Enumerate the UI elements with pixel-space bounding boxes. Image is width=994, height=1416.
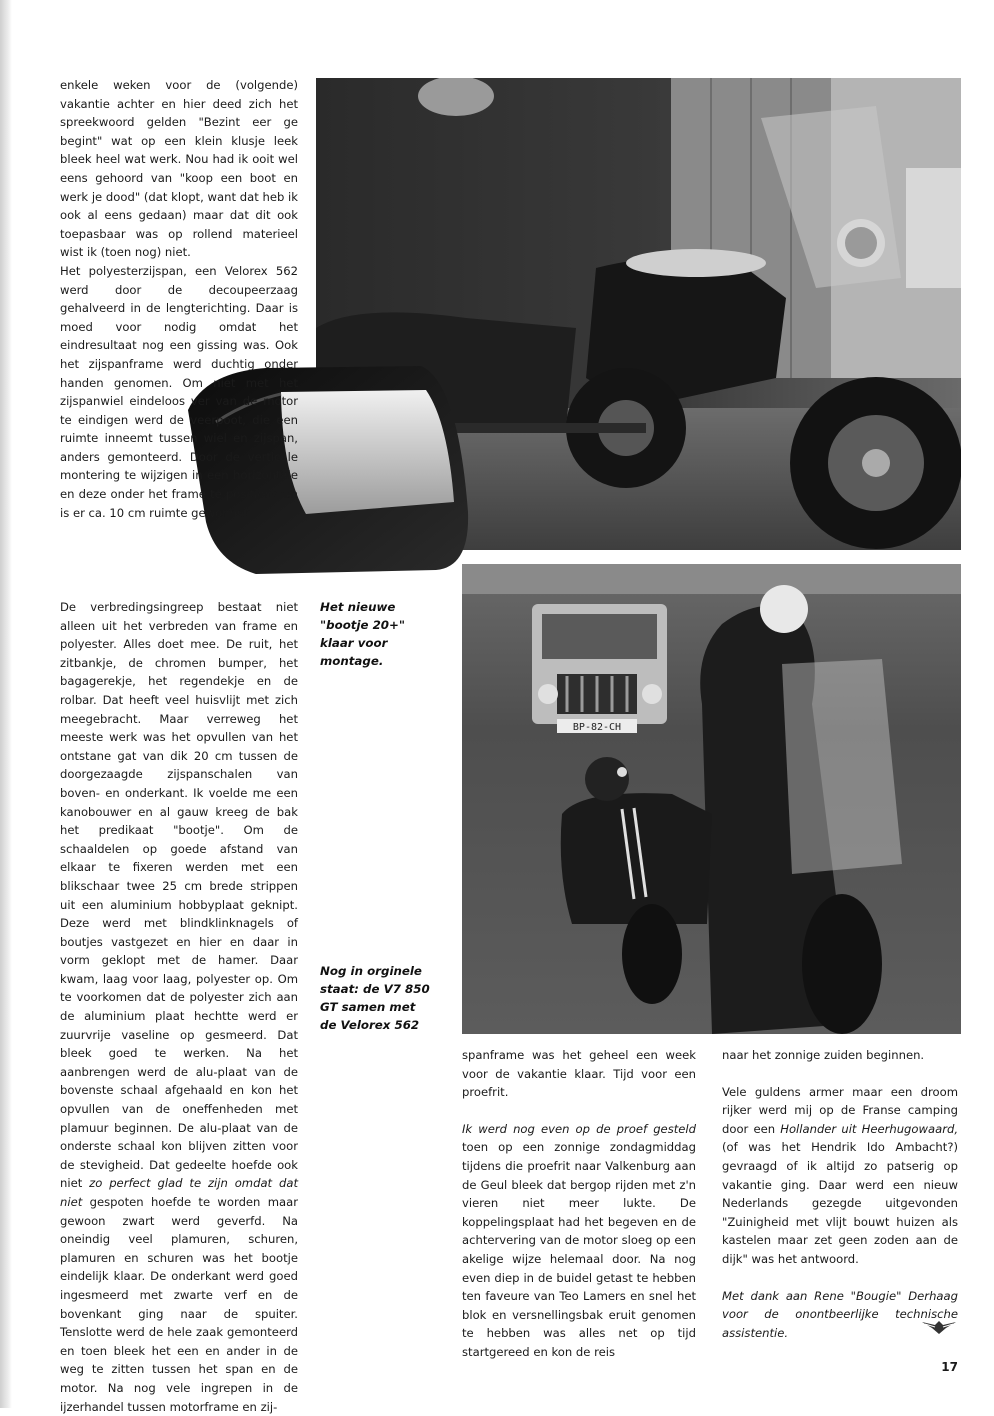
col1-paragraph-2	[60, 262, 298, 522]
winged-logo-icon	[922, 1318, 956, 1340]
col3-paragraph-2b: (of was het Hendrik Ido Ambacht?) gevraagd of ik altijd zo patserig op vakantie ging. Daar werd een nieuw Nederlands gezegde uitgevonden "Zuinigheid met vlijt bouwt huizen als kastelen maar zet geen zoden aan de dijk" was het antwoord.	[722, 1140, 958, 1266]
article-column-2	[462, 1046, 696, 1362]
caption-v7-velorex: Nog in orginele staat: de V7 850 GT samen met de Velorex 562	[320, 964, 430, 1032]
col2-paragraph-1: spanframe was het geheel een week voor de vakantie klaar. Tijd voor een proefrit.	[462, 1048, 696, 1100]
license-plate: BP-82-CH	[572, 722, 622, 733]
col1-paragraph-3-italic: zo perfect glad te zijn omdat dat niet	[60, 1176, 298, 1209]
col1-paragraph-3a: De verbredingsingreep bestaat niet alleen uit het verbreden van frame en polyester. Alles doet mee. De ruit, het zitbankje, de chromen bumper, het bagagerekje, het regendekje en de rolbar. Dat heeft veel huisvlijt met zich meegebracht. Maar verreweg het meeste werk was het opvullen van het ontstane gat van dik 20 cm tussen de doorgezaagde zijspanschalen van boven- en onderkant. Ik voelde me een kanobouwer en al gauw kreeg de bak het predikaat "bootje". Om de schaaldelen op goede afstand van elkaar te fixeren werden met een blikschaar twee 25 cm brede strippen uit een aluminium hobbyplaat geknipt. Deze werd met blindklinknagels of boutjes vastgezet en hier en daar in vorm geklopt met de hamer. Daar kwam, laag voor laag, polyester op. Om te voorkomen dat de polyester zich aan de aluminium plaat hechtte werd er zuurvrije vaseline op gesmeerd. Dat bleek goed te werken. Na het aanbrengen werd de alu-plaat van de bovenste schaal afgehaald en kon het opvullen van de oneffenheden met plamuur beginnen. De alu-plaat van de onderste schaal kon blijven zitten voor de stevigheid. Dat gedeelte hoefde ook niet	[60, 600, 298, 1191]
page-number: 17	[941, 1360, 958, 1374]
col2-paragraph-2	[462, 1120, 696, 1362]
photo-rider-sidecar	[462, 564, 961, 1034]
col3-paragraph-2	[722, 1083, 958, 1269]
col1-paragraph-2-text: Het polyesterzijspan, een Velorex 562 werd door de decoupeerzaag gehalveerd in de lengterichting. Daar is moed voor nodig omdat het eindresultaat nog een gissing was. Ook het zijspanframe werd duchtig onder handen genomen. Om niet met het zijspanwiel eindeloos ver van de motor te eindigen werd de veerpoot, die een ruimte inneemt tussen wiel en zijspan, anders gemonteerd. Door de verticale montering te wijzigen in een horizontale en deze onder het frame te positioneren is er ca. 10 cm ruimte gewonnen.	[60, 263, 298, 520]
article-column-1	[60, 76, 298, 522]
caption-new-bootje: Het nieuwe "bootje 20+" klaar voor montage.	[320, 600, 406, 668]
col1-paragraph-3	[60, 598, 298, 1416]
photo-rider-sidecar-image	[462, 564, 961, 1034]
col3-paragraph-2a: Vele guldens armer maar een droom rijker werd mij op de Franse camping door een	[722, 1084, 958, 1136]
col2-paragraph-2-text: toen op een zonnige zondagmiddag tijdens die proefrit naar Valkenburg aan de Geul bleek dat bergop rijden met z'n vieren niet meer lukte. De koppelingsplaat had het begeven en de achtervering van de motor sloeg op een akelige wijze helemaal door. Na nog even diep in de buidel getast te hebben ten faveure van Teo Lamers en snel het blok en versnellingsbak eruit genomen te hebben was alles net op tijd startgereed en kon de reis	[462, 1140, 696, 1359]
col3-paragraph-1: naar het zonnige zuiden beginnen.	[722, 1048, 925, 1062]
col1-paragraph-3b: gespoten hoefde te worden maar gewoon zwart werd geverfd. Na oneindig veel plamuren, schuren, plamuren en schuren was het bootje eindelijk klaar. De onderkant werd goed ingesmeerd met zwarte verf en de bovenkant ging naar de spuiter. Tenslotte werd de hele zaak gemonteerd en toen bleek het een en ander in de weg te zitten tussen het span en de motor. Na nog vele ingrepen in de ijzerhandel tussen motorframe en zij-	[60, 1195, 299, 1414]
col1-paragraph-1: enkele weken voor de (volgende) vakantie achter en hier deed zich het spreekwoord gelden "Bezint eer ge begint" wat op een klein klusje leek bleek heel wat werk. Nou had ik ooit wel eens gehoord van "koop een boot en werk je dood" (dat klopt, want dat heb ik ook al eens gedaan) maar dat dit ook toepasbaar was op rollend materieel wist ik (toen nog) niet.	[60, 78, 298, 260]
article-column-1-lower	[60, 598, 298, 1416]
col2-paragraph-2-italic: Ik werd nog even op de proef gesteld	[462, 1121, 696, 1136]
article-column-3	[722, 1046, 958, 1342]
col3-paragraph-2-italic: Hollander uit Heerhugowaard,	[780, 1121, 959, 1136]
col3-thanks: Met dank aan Rene "Bougie" Derhaag voor de onontbeerlijke technische assistentie.	[722, 1288, 958, 1340]
page-spine-shadow	[0, 0, 12, 1408]
